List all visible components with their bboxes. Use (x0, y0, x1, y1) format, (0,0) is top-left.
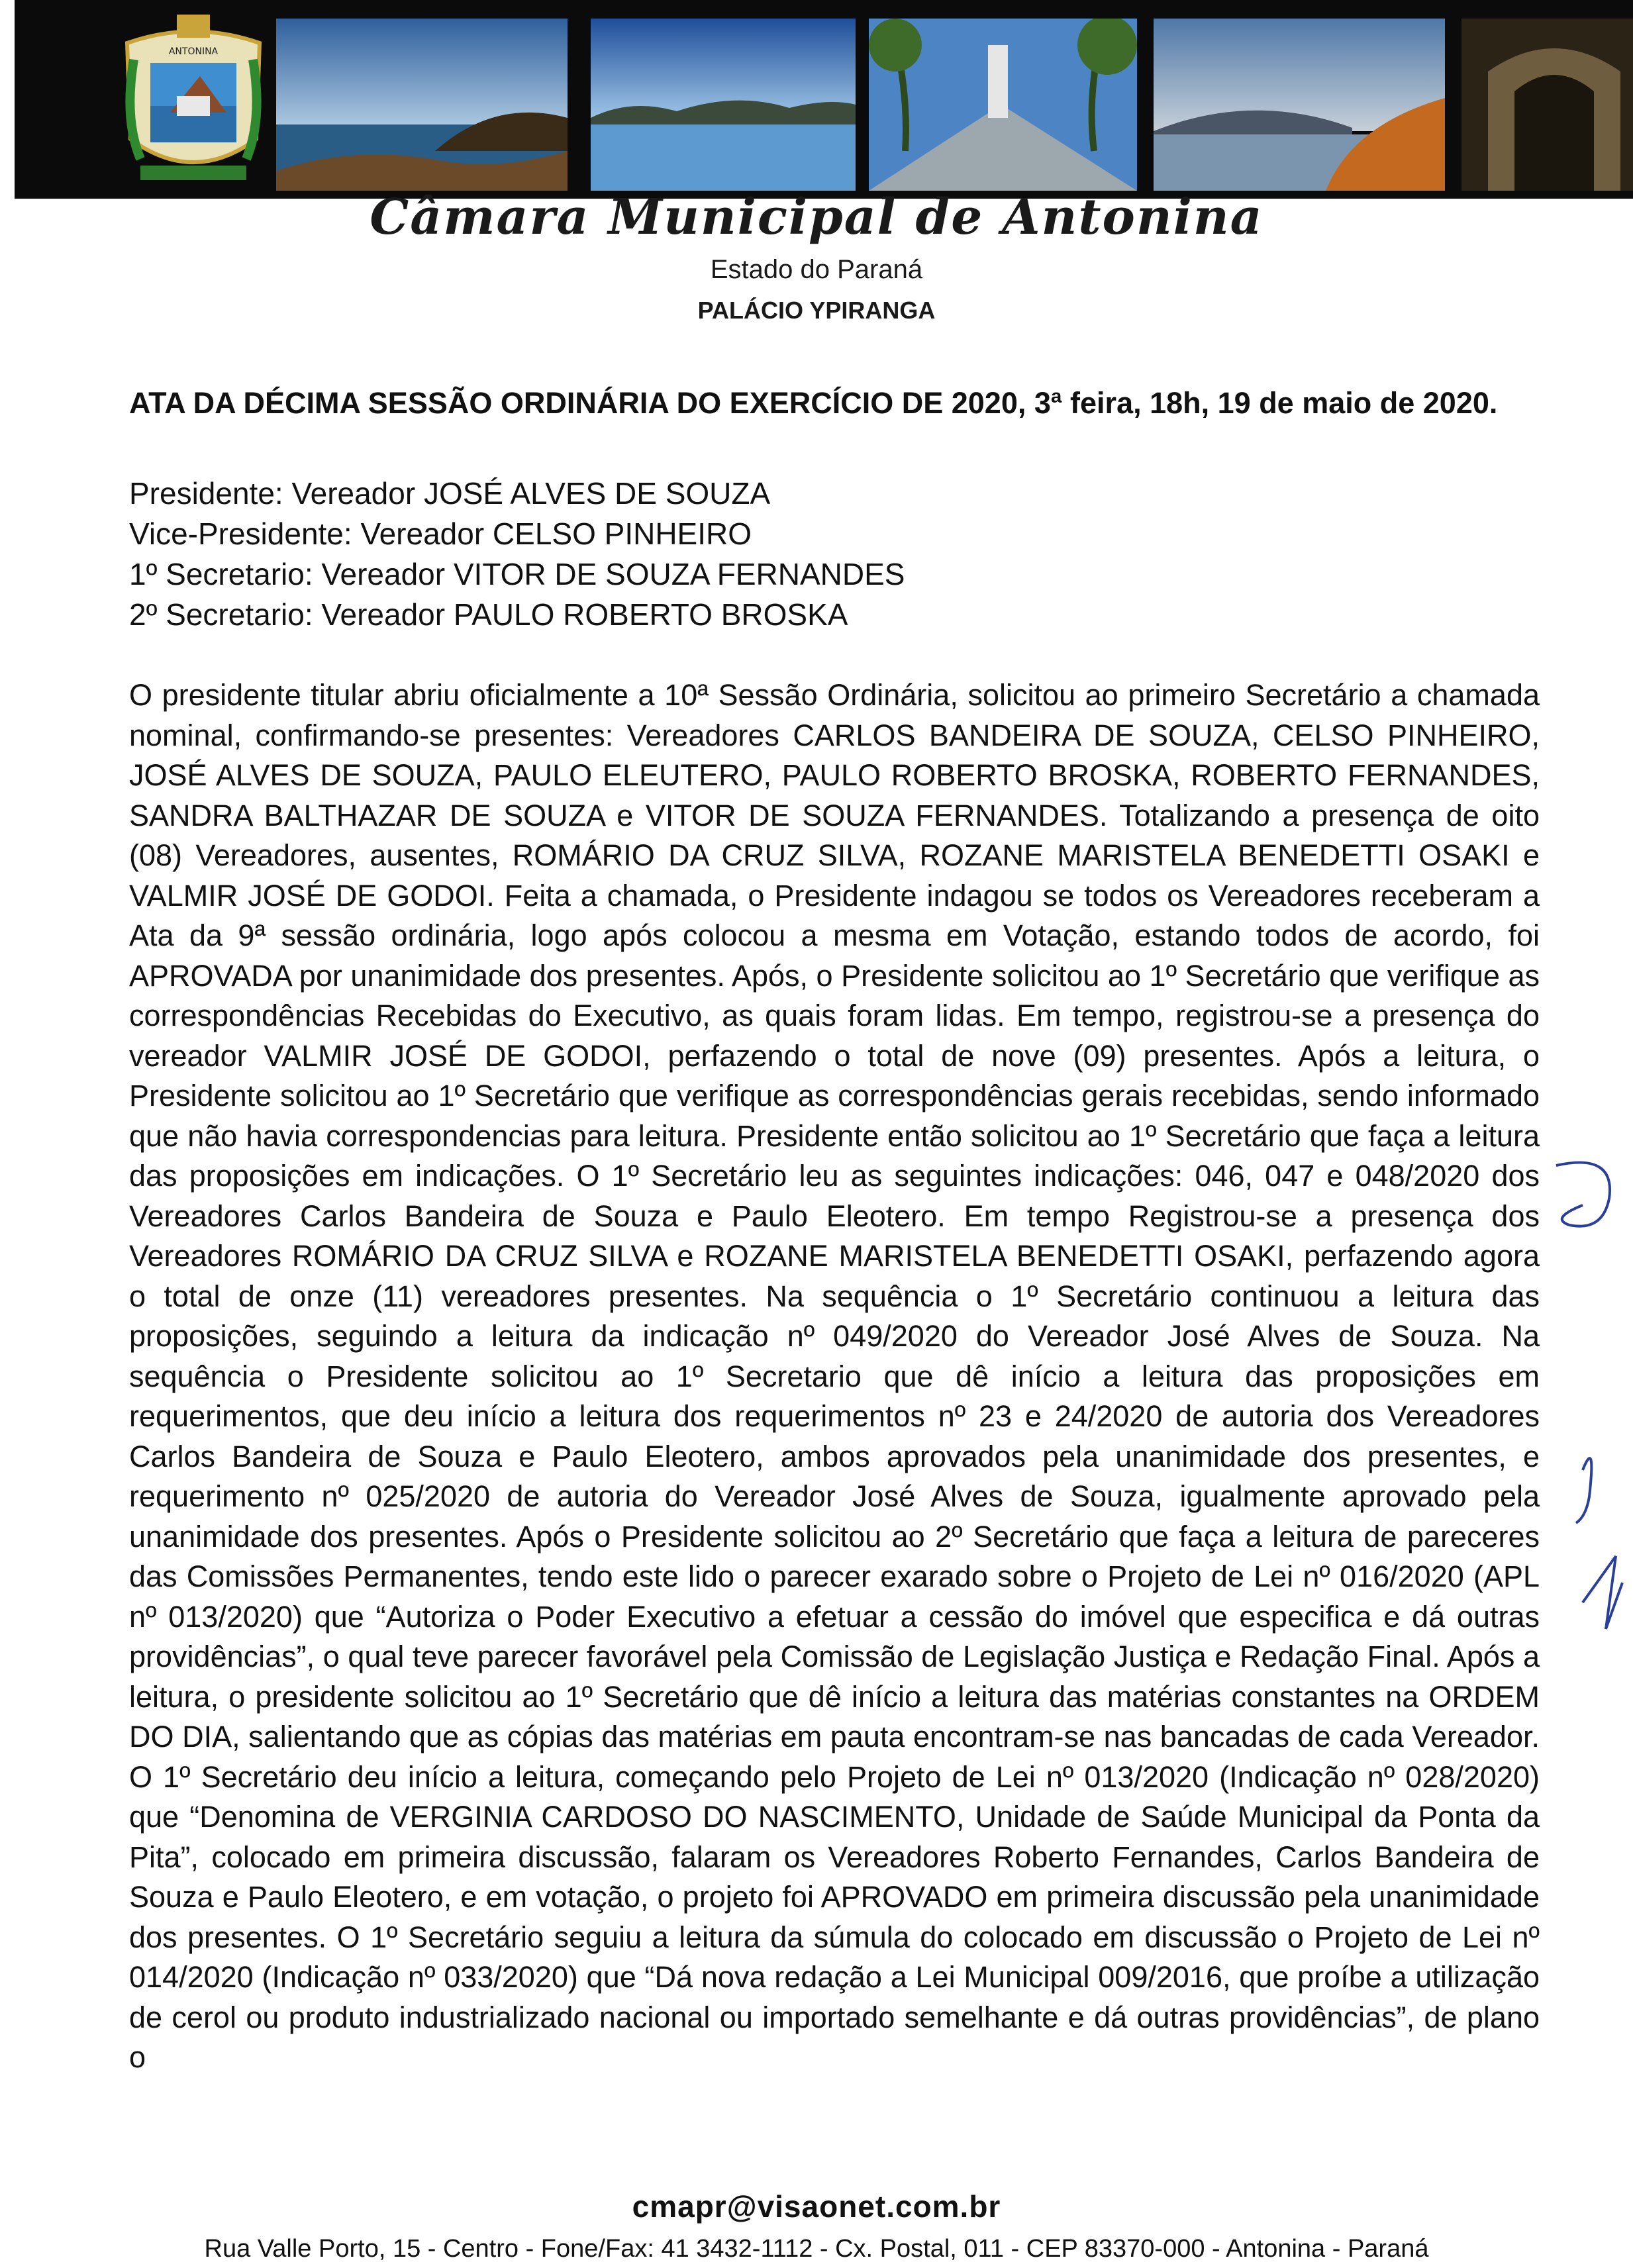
footer-email: cmapr@visaonet.com.br (632, 2189, 1001, 2224)
officer-vice-president: Vice-Presidente: Vereador CELSO PINHEIRO (129, 517, 752, 551)
handwritten-signature-marks (1543, 1126, 1633, 1655)
landscape-photo-4 (1154, 19, 1445, 191)
officers-list (129, 473, 1540, 635)
landscape-photo-2 (591, 19, 856, 191)
officer-first-secretary: 1º Secretario: Vereador VITOR DE SOUZA FERNANDES (129, 557, 905, 591)
minutes-body (129, 675, 1540, 2078)
officer-president: Presidente: Vereador JOSÉ ALVES DE SOUZA (129, 476, 771, 511)
minutes-title: ATA DA DÉCIMA SESSÃO ORDINÁRIA DO EXERCÍCIO DE 2020, 3ª feira, 18h, 19 de maio de 2020. (129, 386, 1498, 420)
officer-second-secretary: 2º Secretario: Vereador PAULO ROBERTO BROSKA (129, 597, 848, 632)
header-banner (15, 0, 1633, 199)
landscape-photo-5 (1461, 19, 1633, 191)
landscape-photo-1 (276, 19, 568, 191)
institution-title: Câmara Municipal de Antonina (370, 189, 1263, 246)
palace-name: PALÁCIO YPIRANGA (697, 297, 936, 324)
svg-text:ANTONINA: ANTONINA (168, 46, 219, 57)
footer-address: Rua Valle Porto, 15 - Centro - Fone/Fax: 41 3432-1112 - Cx. Postal, 011 - CEP 83370-000 - Antonina - Paraná (204, 2235, 1429, 2263)
body-paragraph: O presidente titular abriu oficialmente a 10ª Sessão Ordinária, solicitou ao primeiro Secretário a chamada nominal, confirmando-se presentes: Vereadores CARLOS BANDEIRA DE SOUZA, CELSO PINHEIRO, JOSÉ ALVES DE SOUZA, PAULO ELEUTERO, PAULO ROBERTO BROSKA, ROBERTO FERNANDES, SANDRA BALTHAZAR DE SOUZA e VITOR DE SOUZA FERNANDES. Totalizando a presença de oito (08) Vereadores, ausentes, ROMÁRIO DA CRUZ SILVA, ROZANE MARISTELA BENEDETTI OSAKI e VALMIR JOSÉ DE GODOI. Feita a chamada, o Presidente indagou se todos os Vereadores receberam a Ata da 9ª sessão ordinária, logo após colocou a mesma em Votação, estando todos de acordo, foi APROVADA por unanimidade dos presentes. Após, o Presidente solicitou ao 1º Secretário que verifique as correspondências Recebidas do Executivo, as quais foram lidas. Em tempo, registrou-se a presença do vereador VALMIR JOSÉ DE GODOI, perfazendo o total de nove (09) presentes. Após a leitura, o Presidente solicitou ao 1º Secretário que verifique as correspondências gerais recebidas, sendo informado que não havia correspondencias para leitura. Presidente então solicitou ao 1º Secretário que faça a leitura das proposições em indicações. O 1º Secretário leu as seguintes indicações: 046, 047 e 048/2020 dos Vereadores Carlos Bandeira de Souza e Paulo Eleotero. Em tempo Registrou-se a presença dos Vereadores ROMÁRIO DA CRUZ SILVA e ROZANE MARISTELA BENEDETTI OSAKI, perfazendo agora o total de onze (11) vereadores presentes. Na sequência o 1º Secretário continuou a leitura das proposições, seguindo a leitura da indicação nº 049/2020 do Vereador José Alves de Souza. Na sequência o Presidente solicitou ao 1º Secretario que dê início a leitura das proposições em requerimentos, que deu início a leitura dos requerimentos nº 23 e 24/2020 de autoria dos Vereadores Carlos Bandeira de Souza e Paulo Eleotero, ambos aprovados pela unanimidade dos presentes, e requerimento nº 025/2020 de autoria do Vereador José Alves de Souza, igualmente aprovado pela unanimidade dos presentes. Após o Presidente solicitou ao 2º Secretário que faça a leitura de pareceres das Comissões Permanentes, tendo este lido o parecer exarado sobre o Projeto de Lei nº 016/2020 (APL nº 013/2020) que “Autoriza o Poder Executivo a efetuar a cessão do imóvel que especifica e dá outras providências”, o qual teve parecer favorável pela Comissão de Legislação Justiça e Redação Final. Após a leitura, o presidente solicitou ao 1º Secretário que dê início a leitura das matérias constantes na ORDEM DO DIA, salientando que as cópias das matérias em pauta encontram-se nas bancadas de cada Vereador. O 1º Secretário deu início a leitura, começando pelo Projeto de Lei nº 013/2020 (Indicação nº 028/2020) que “Denomina de VERGINIA CARDOSO DO NASCIMENTO, Unidade de Saúde Municipal da Ponta da Pita”, colocado em primeira discussão, falaram os Vereadores Roberto Fernandes, Carlos Bandeira de Souza e Paulo Eleotero, e em votação, o projeto foi APROVADO em primeira discussão pela unanimidade dos presentes. O 1º Secretário seguiu a leitura da súmula do colocado em discussão o Projeto de Lei nº 014/2020 (Indicação nº 033/2020) que “Dá nova redação a Lei Municipal 009/2016, que proíbe a utilização de cerol ou produto industrializado nacional ou importado semelhante e dá outras providências”, de plano o (129, 678, 1540, 2074)
state-name: Estado do Paraná (710, 255, 923, 284)
municipal-seal-icon (114, 7, 273, 195)
landscape-photo-3 (869, 19, 1137, 191)
